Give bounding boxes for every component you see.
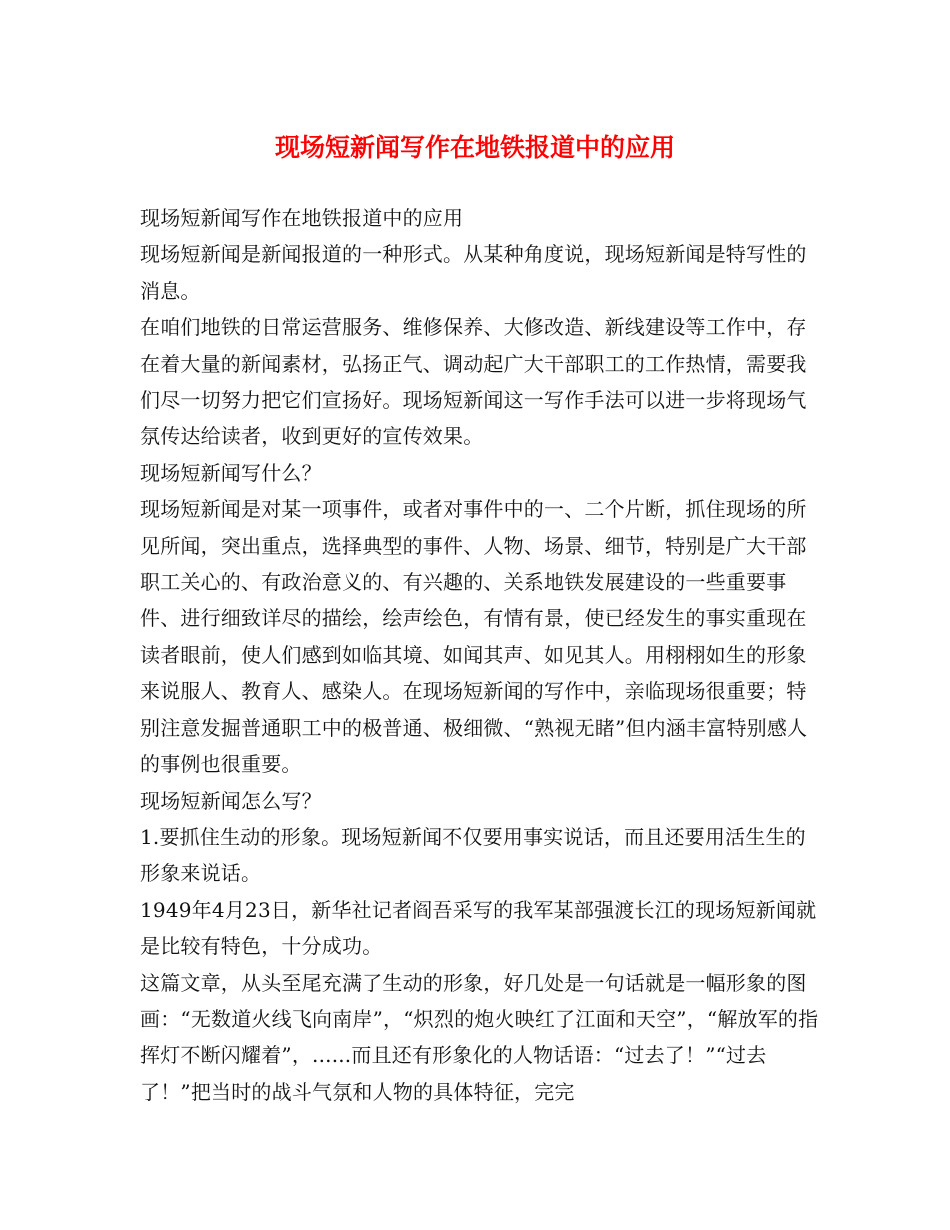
paragraph-what: 现场短新闻是对某一项事件，或者对事件中的一、二个片断，抓住现场的所见所闻，突出重点，选择典型的事件、人物、场景、细节，特别是广大干部职工关心的、有政治意义的、有兴趣的、关系地铁发展建设的一些重要事件、进行细致详尽的描绘，绘声绘色，有情有景，使已经发生的事实重现在读者眼前，使人们感到如临其境、如闻其声、如见其人。用栩栩如生的形象来说服人、教育人、感染人。在现场短新闻的写作中，亲临现场很重要；特别注意发掘普通职工中的极普通、极细微、“熟视无睹”但内涵丰富特别感人的事例也很重要。 <box>140 497 808 777</box>
section-heading-what: 现场短新闻写什么？ <box>140 460 322 485</box>
section-heading-how: 现场短新闻怎么写？ <box>140 788 322 813</box>
document-body <box>140 200 820 1110</box>
paragraph-context: 在咱们地铁的日常运营服务、维修保养、大修改造、新线建设等工作中，存在着大量的新闻素材，弘扬正气、调动起广大干部职工的工作热情，需要我们尽一切努力把它们宣扬好。现场短新闻这一写作手法可以进一步将现场气氛传达给读者，收到更好的宣传效果。 <box>140 315 807 449</box>
paragraph-analysis: 这篇文章，从头至尾充满了生动的形象，好几处是一句话就是一幅形象的图画：“无数道火线飞向南岸”，“炽烈的炮火映红了江面和天空”，“解放军的指挥灯不断闪耀着”，......而且还有形象化的人物话语：“过去了！”“过去了！”把当时的战斗气氛和人物的具体特征，完完 <box>140 970 819 1104</box>
paragraph-subtitle: 现场短新闻写作在地铁报道中的应用 <box>140 206 464 230</box>
paragraph-example: 1949年4月23日，新华社记者阎吾采写的我军某部强渡长江的现场短新闻就是比较有特色，十分成功。 <box>140 897 817 959</box>
paragraph-point-1: 1.要抓住生动的形象。现场短新闻不仅要用事实说话，而且还要用活生生的形象来说话。 <box>140 824 806 886</box>
paragraph-definition: 现场短新闻是新闻报道的一种形式。从某种角度说，现场短新闻是特写性的消息。 <box>140 242 807 303</box>
document-title: 现场短新闻写作在地铁报道中的应用 <box>274 133 675 162</box>
